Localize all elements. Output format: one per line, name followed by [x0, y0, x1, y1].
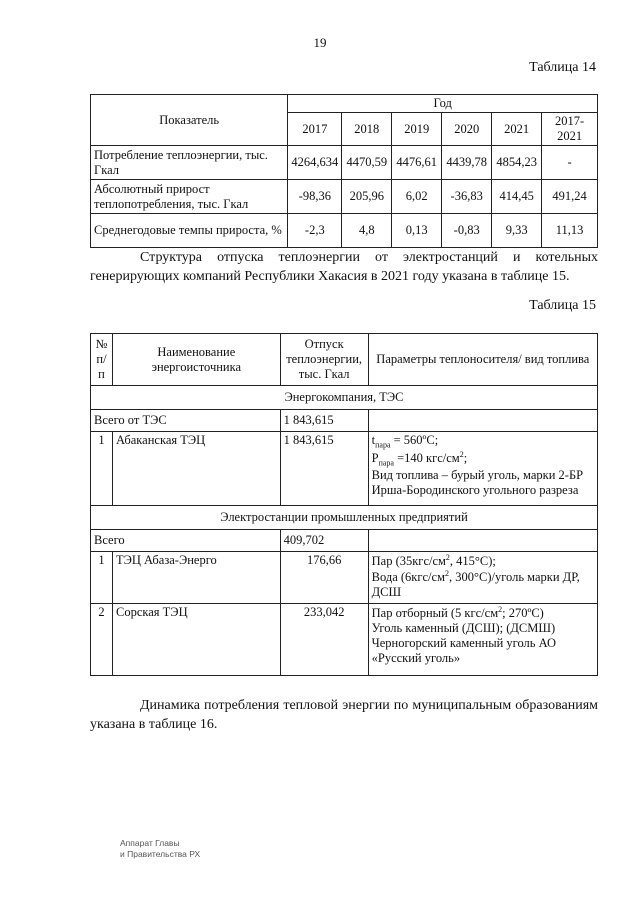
source-name: ТЭЦ Абаза-Энерго: [112, 552, 280, 604]
year-2017-2021: 2017-2021: [542, 113, 598, 146]
cell-value: 4470,59: [342, 146, 392, 180]
cell-value: 414,45: [492, 180, 542, 214]
params-cell: [368, 552, 597, 604]
cell-value: -98,36: [288, 180, 342, 214]
table-row: [91, 604, 598, 676]
year-2020: 2020: [442, 113, 492, 146]
stamp-line: и Правительства РХ: [120, 849, 201, 859]
row-num: 1: [91, 432, 113, 506]
header-name: Наименование энергоисточника: [112, 334, 280, 386]
cell-value: 11,13: [542, 214, 598, 248]
supply-value: 1 843,615: [280, 432, 368, 506]
cell-value: -36,83: [442, 180, 492, 214]
table-row: [91, 180, 598, 214]
cell-value: 0,13: [392, 214, 442, 248]
table-row: [91, 146, 598, 180]
param-line: Уголь каменный (ДСШ); (ДСМШ): [371, 621, 556, 636]
header-year: Год: [288, 95, 598, 113]
year-2018: 2018: [342, 113, 392, 146]
row-label: Потребление теплоэнергии, тыс. Гкал: [91, 146, 288, 180]
section-industrial-plants: Электростанции промышленных предприятий: [91, 506, 598, 530]
year-2017: 2017: [288, 113, 342, 146]
stamp-line: Аппарат Главы: [120, 838, 180, 848]
param-line: $t_{пара}$ = 560ºС;: [371, 433, 439, 450]
header-num: № п/п: [91, 334, 113, 386]
cell-value: -2,3: [288, 214, 342, 248]
supply-value: 176,66: [280, 552, 368, 604]
params-cell: [368, 604, 597, 676]
param-line: Ирша-Бородинского угольного разреза: [371, 483, 579, 498]
param-line: Черногорский каменный уголь АО: [371, 636, 557, 651]
total-label: Всего от ТЭС: [91, 410, 281, 432]
paragraph-table15-intro: Структура отпуска теплоэнергии от электростанций и котельных генерирующих компаний Республики Хакасия в 2021 году указана в таблице 15.: [90, 250, 598, 284]
year-2019: 2019: [392, 113, 442, 146]
paragraph-table16-intro: Динамика потребления тепловой энергии по муниципальным образованиям указана в таблице 16.: [90, 698, 598, 732]
cell-value: 205,96: [342, 180, 392, 214]
header-params: Параметры теплоносителя/ вид топлива: [368, 334, 597, 386]
year-2021: 2021: [492, 113, 542, 146]
cell-value: 6,02: [392, 180, 442, 214]
page-number: 19: [313, 35, 327, 50]
office-stamp: [120, 838, 200, 860]
table-row: [91, 214, 598, 248]
empty-cell: [368, 530, 597, 552]
total-label: Всего: [91, 530, 281, 552]
supply-value: 233,042: [280, 604, 368, 676]
table-14: [90, 94, 598, 248]
table15-caption: Таблица 15: [529, 298, 596, 313]
cell-value: 4476,61: [392, 146, 442, 180]
param-line: Пар ($35кгс/см^2$, 415°С);: [371, 553, 496, 569]
source-name: Абаканская ТЭЦ: [112, 432, 280, 506]
header-indicator: Показатель: [91, 95, 288, 146]
param-line: Пар отборный (5 кгс/$см^2$; 270ºС): [371, 605, 544, 621]
table14-caption: Таблица 14: [529, 60, 596, 75]
table-15: [90, 333, 598, 676]
param-line: $Р_{пара} =140$ кгс/$см^2$;: [371, 450, 468, 468]
table-row: [91, 410, 598, 432]
param-line: «Русский уголь»: [371, 651, 461, 666]
empty-cell: [368, 410, 597, 432]
section-energy-company: Энергокомпания, ТЭС: [91, 386, 598, 410]
params-cell: [368, 432, 597, 506]
cell-value: 4854,23: [492, 146, 542, 180]
cell-value: -: [542, 146, 598, 180]
cell-value: 4,8: [342, 214, 392, 248]
cell-value: 491,24: [542, 180, 598, 214]
table-row: [91, 530, 598, 552]
total-value: 1 843,615: [280, 410, 368, 432]
source-name: Сорская ТЭЦ: [112, 604, 280, 676]
cell-value: 4264,634: [288, 146, 342, 180]
cell-value: 4439,78: [442, 146, 492, 180]
param-line: Вид топлива – бурый уголь, марки 2-БР: [371, 468, 584, 483]
table-row: [91, 552, 598, 604]
row-label: Абсолютный прирост теплопотребления, тыс. Гкал: [91, 180, 288, 214]
table-row: [91, 432, 598, 506]
cell-value: 9,33: [492, 214, 542, 248]
param-line: Вода ($6кгс/см^2$, 300°С)/уголь марки ДР,: [371, 569, 580, 585]
param-line: ДСШ: [371, 585, 402, 600]
total-value: 409,702: [280, 530, 368, 552]
row-num: 2: [91, 604, 113, 676]
cell-value: -0,83: [442, 214, 492, 248]
header-supply: Отпуск теплоэнергии, тыс. Гкал: [280, 334, 368, 386]
row-label: Среднегодовые темпы прироста, %: [91, 214, 288, 248]
row-num: 1: [91, 552, 113, 604]
